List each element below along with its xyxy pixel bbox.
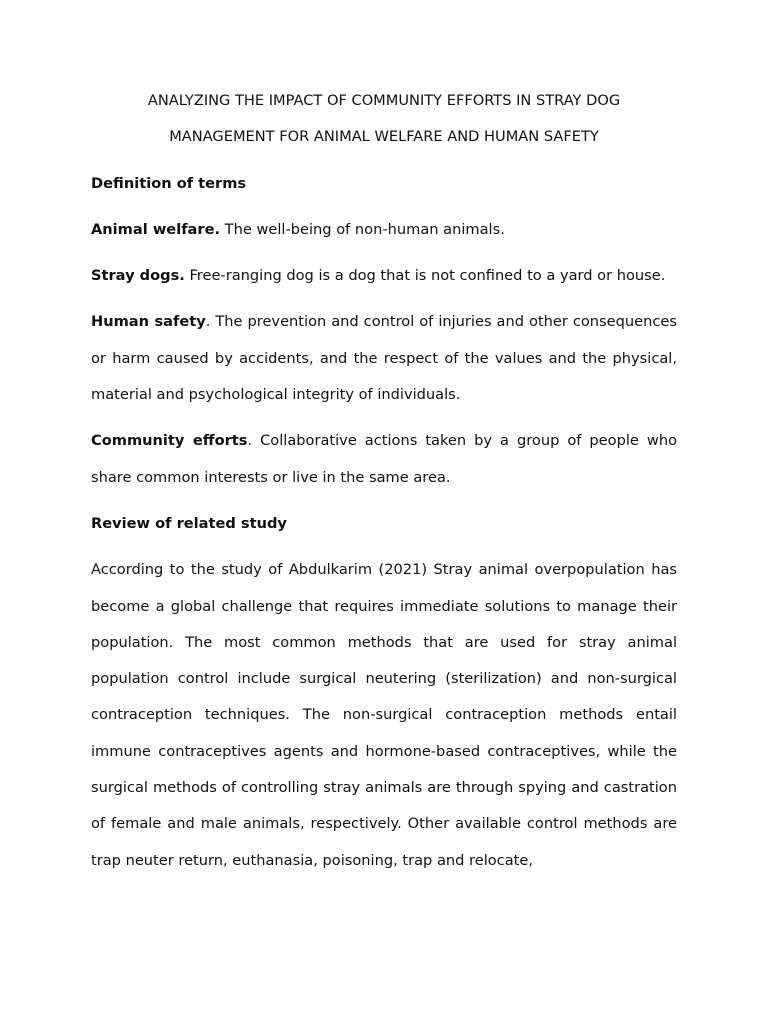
definition-text: . The prevention and control of injuries and other consequences or harm caused by accidents, and the respect of the values and the physical, material and psychological integrity of individuals.: [91, 313, 677, 404]
definition-stray-dogs: [91, 258, 677, 294]
review-heading: Review of related study: [91, 514, 287, 532]
document-page: [91, 83, 677, 879]
review-paragraph: According to the study of Abdulkarim (2021) Stray animal overpopulation has become a global challenge that requires immediate solutions to manage their population. The most common methods that are used for stray animal population control include surgical neutering (sterilization) and non-surgical contraception techniques. The non-surgical contraception methods entail immune contraceptives agents and hormone-based contraceptives, while the surgical methods of controlling stray animals are through spying and castration of female and male animals, respectively. Other available control methods are trap neuter return, euthanasia, poisoning, trap and relocate,: [91, 561, 677, 869]
definition-term: Stray dogs.: [91, 267, 185, 285]
definition-animal-welfare: [91, 212, 677, 248]
document-title-line-2: MANAGEMENT FOR ANIMAL WELFARE AND HUMAN SAFETY: [169, 128, 599, 146]
definition-human-safety: [91, 304, 677, 413]
definition-term: Animal welfare.: [91, 220, 221, 238]
definition-text: . Collaborative actions taken by a group of people who share common interests or live in the same area.: [91, 432, 678, 486]
definitions-heading: Definition of terms: [91, 174, 247, 192]
definition-text: The well-being of non-human animals.: [220, 220, 505, 238]
definition-text: Free-ranging dog is a dog that is not confined to a yard or house.: [184, 267, 666, 285]
definition-term: Community efforts: [91, 432, 248, 450]
definition-term: Human safety: [91, 313, 206, 331]
document-title-line-1: ANALYZING THE IMPACT OF COMMUNITY EFFORTS IN STRAY DOG: [147, 92, 621, 109]
definition-community-efforts: [91, 423, 677, 496]
